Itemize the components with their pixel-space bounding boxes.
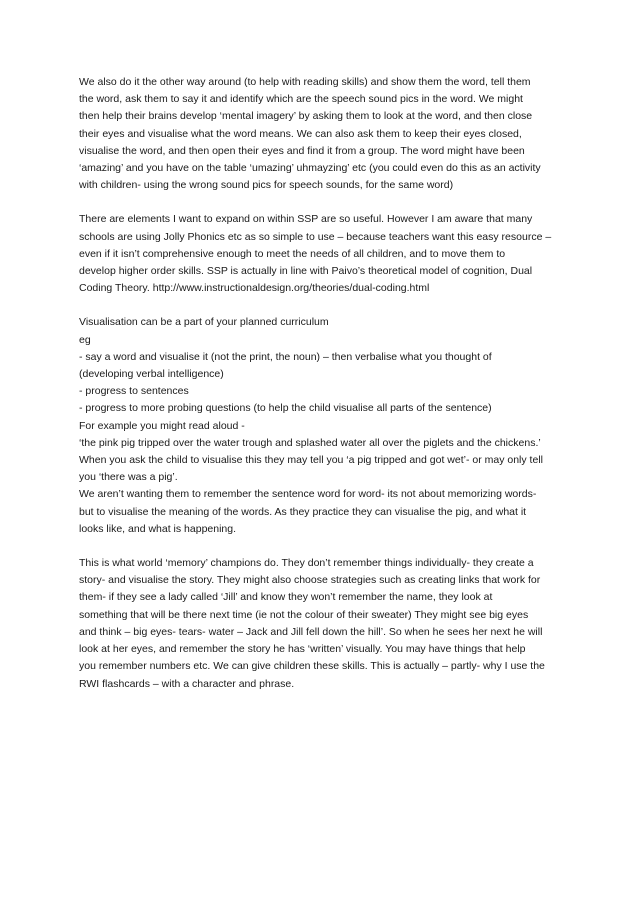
paragraph-1 — [79, 74, 569, 194]
text-line: them- if they see a lady called ‘Jill’ and know they won’t remember the name, they look at — [79, 591, 493, 604]
text-line: We also do it the other way around (to help with reading skills) and show them the word, tell them — [79, 76, 531, 88]
paragraph-4 — [79, 555, 569, 693]
text-line: eg — [79, 333, 91, 346]
text-line: - say a word and visualise it (not the print, the noun) – then verbalise what you thought of — [79, 350, 492, 363]
text-line: you remember numbers etc. We can give children these skills. This is actually – partly- why I use the — [79, 660, 545, 673]
text-line: - progress to more probing questions (to help the child visualise all parts of the sentence) — [79, 402, 492, 415]
text-line: with children- using the wrong sound pics for speech sounds, for the same word) — [79, 179, 454, 192]
text-line: For example you might read aloud - — [79, 419, 245, 432]
text-line: RWI flashcards – with a character and phrase. — [79, 677, 295, 690]
paragraph-3 — [79, 314, 569, 538]
text-line: looks like, and what is happening. — [79, 522, 237, 535]
text-line: This is what world ‘memory’ champions do. They don’t remember things individually- they create a — [79, 557, 534, 570]
text-line: (developing verbal intelligence) — [79, 368, 224, 381]
text-line: the word, ask them to say it and identify which are the speech sound pics in the word. We might — [79, 93, 523, 106]
text-line: When you ask the child to visualise this they may tell you ‘a pig tripped and got wet’- or may only tell — [79, 454, 543, 467]
document-body — [79, 74, 569, 710]
text-line: visualise the word, and then open their eyes and find it from a group. The word might have been — [79, 144, 525, 157]
text-line: Coding Theory. http://www.instructionaldesign.org/theories/dual-coding.html — [79, 282, 430, 295]
text-line: We aren’t wanting them to remember the sentence word for word- its not about memorizing words- — [79, 488, 537, 501]
text-line: There are elements I want to expand on within SSP are so useful. However I am aware that many — [79, 213, 533, 226]
text-line: even if it isn’t comprehensive enough to meet the needs of all children, and to move them to — [79, 247, 506, 260]
text-line: but to visualise the meaning of the words. As they practice they can visualise the pig, and what it — [79, 505, 527, 518]
text-line: schools are using Jolly Phonics etc as so simple to use – because teachers want this easy resource – — [79, 230, 552, 243]
paragraph-2 — [79, 211, 569, 297]
text-line: look at her eyes, and remember the story he has ‘written’ visually. You may have things that help — [79, 643, 526, 656]
text-line: story- and visualise the story. They might also choose strategies such as creating links that work for — [79, 574, 541, 587]
text-line: you ‘there was a pig’. — [79, 471, 178, 484]
text-line: then help their brains develop ‘mental imagery’ by asking them to look at the word, and then close — [79, 110, 533, 123]
text-line: - progress to sentences — [79, 385, 189, 398]
text-line: develop higher order skills. SSP is actually in line with Paivo’s theoretical model of cognition, Dual — [79, 265, 533, 278]
text-line: and think – big eyes- tears- water – Jack and Jill fell down the hill’. So when he sees her next he will — [79, 625, 543, 638]
text-line: their eyes and visualise what the word means. We can also ask them to keep their eyes closed, — [79, 127, 522, 140]
text-line: something that will be there next time (ie not the colour of their sweater) They might see big eyes — [79, 608, 529, 621]
text-line: Visualisation can be a part of your planned curriculum — [79, 316, 329, 329]
text-line: ‘amazing’ and you have on the table ‘umazing’ uhmayzing’ etc (you could even do this as an activity — [79, 162, 541, 175]
text-line: ‘the pink pig tripped over the water trough and splashed water all over the piglets and the chickens.’ — [79, 436, 541, 449]
